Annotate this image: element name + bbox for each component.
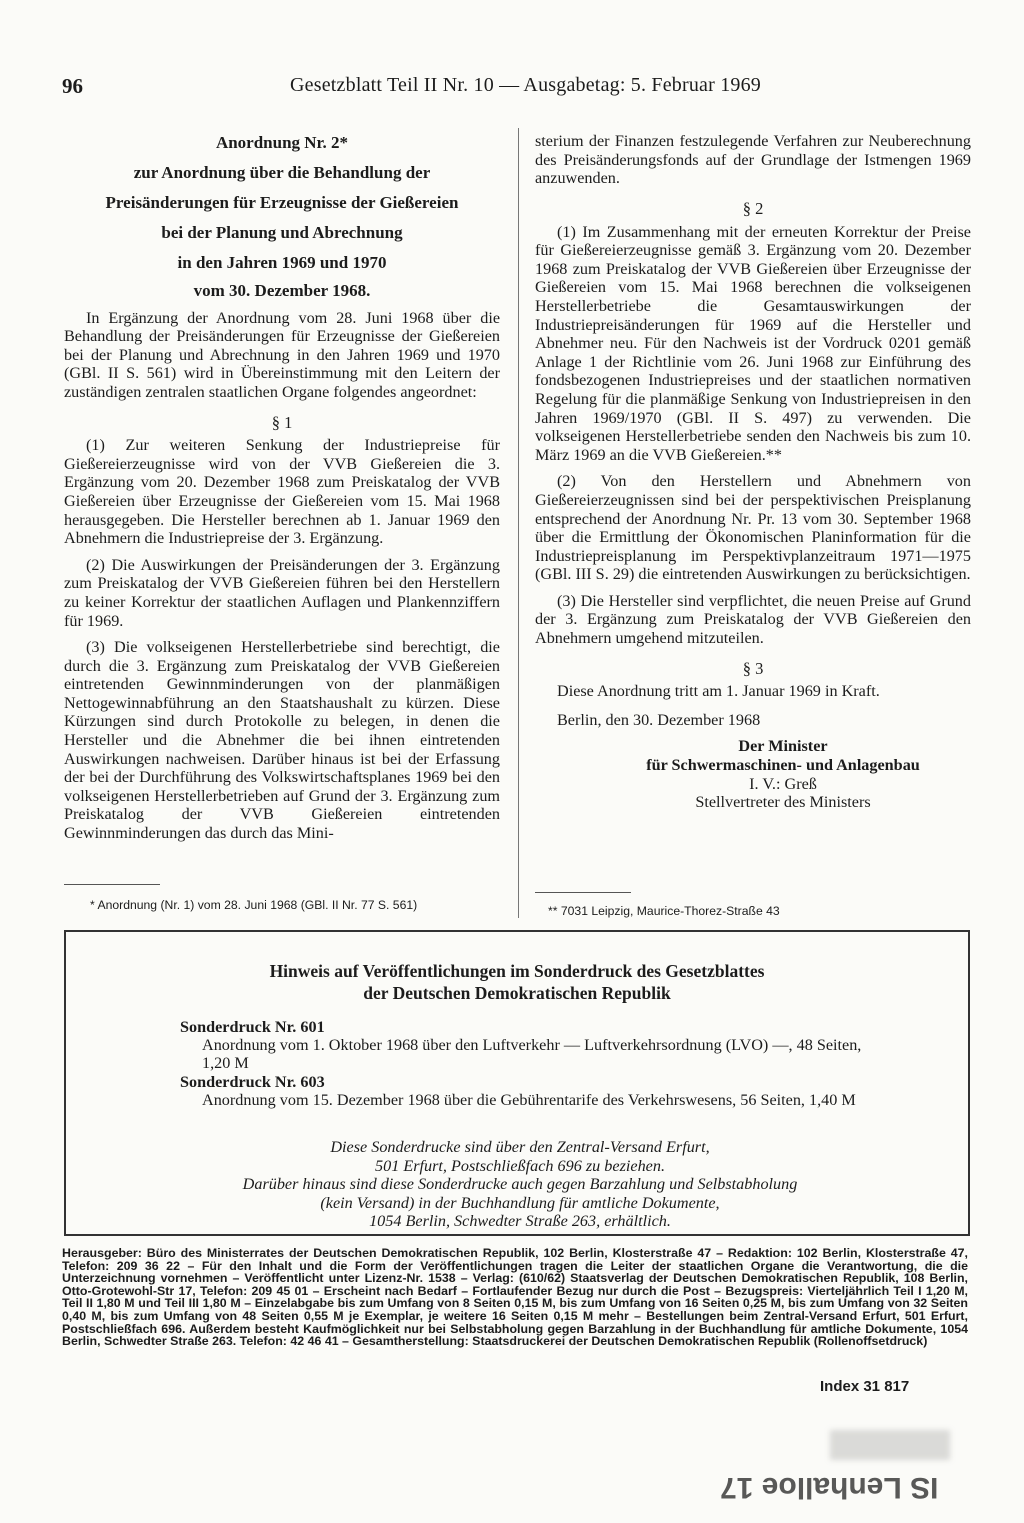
section-1-paragraph-3-continued: sterium der Finanzen festzulegende Verfahren zur Neuberechnung des Preisänderungsfonds auf der Grundlage der Istmengen 1969 anzuwenden.: [535, 132, 971, 188]
special-print-601: [180, 1018, 870, 1072]
special-print-603: [180, 1073, 870, 1109]
special-print-603-heading: Sonderdruck Nr. 603: [180, 1073, 325, 1091]
signature-role: Stellvertreter des Ministers: [695, 793, 871, 812]
section-2-paragraph-1: (1) Im Zusammenhang mit der erneuten Korrektur der Preise für Gießereierzeugnisse gemäß 3. Ergänzung vom 20. Dezember 1968 zum Preiskatalog der VVB Gießereien über Erzeugnisse der Gießereien vom 15. Mai 1968 berechnen die volkseigenen Herstellerbetriebe die Gesamtauswirkungen der Industriepreisänderungen für 1969 auf die Hersteller und Abnehmer neu. Für den Nachweis ist der Vordruck 0201 gemäß Anlage 1 der Richtlinie vom 26. Juni 1968 zur Einführung des fondsbezogenen Industriepreises und der staatlichen normativen Regelung für die planmäßige Senkung von Industriepreisen in den Jahren 1969/1970 (GBl. II S. 497) zu verwenden. Die volkseigenen Herstellerbetriebe senden den Nachweis bis zum 10. März 1969 an die VVB Gießereien.**: [535, 222, 971, 464]
section-3-heading: § 3: [742, 658, 764, 678]
ordinance-intro: In Ergänzung der Anordnung vom 28. Juni 1968 über die Behandlung der Preisänderungen für Erzeugnisse der Gießereien bei der Planung und Abrechnung in den Jahren 1969 und 1970 (GBl. II S. 561) wird in Übereinstimmung mit den Leitern der zuständigen zentralen staatlichen Organe folgendes angeordnet:: [64, 308, 500, 401]
section-2-paragraph-2: (2) Von den Herstellern und Abnehmern von Gießereierzeugnissen sind bei der perspektivischen Preisplanung entsprechend der Anordnung Nr. Pr. 13 vom 30. September 1968 über die Ermittlung der Ökonomischen Planinformation für die Industriepreisplanung im Perspektivplanzeitraum 1971—1975 (GBl. III S. 29) die eintretenden Auswirkungen zu berücksichtigen.: [535, 472, 971, 584]
notice-line-3: Darüber hinaus sind diese Sonderdrucke auch gegen Barzahlung und Selbstabholung: [242, 1175, 798, 1193]
column-divider: [518, 128, 519, 918]
notice-line-2: 501 Erfurt, Postschließfach 696 zu beziehen.: [375, 1156, 665, 1175]
place-date: Berlin, den 30. Dezember 1968: [557, 710, 761, 729]
ordinance-title-2: zur Anordnung über die Behandlung der: [133, 163, 431, 182]
notice-line-1: Diese Sonderdrucke sind über den Zentral-Versand Erfurt,: [330, 1138, 710, 1156]
section-2-heading: § 2: [742, 199, 764, 218]
notice-line-5: 1054 Berlin, Schwedter Straße 263, erhältlich.: [369, 1212, 671, 1230]
page-header-title: Gesetzblatt Teil II Nr. 10 — Ausgabetag: 5. Februar 1969: [290, 74, 761, 96]
special-print-601-heading: Sonderdruck Nr. 601: [180, 1018, 325, 1036]
ordinance-title-5: in den Jahren 1969 und 1970: [177, 253, 387, 272]
ordinance-title-3: Preisänderungen für Erzeugnisse der Gießereien: [105, 193, 459, 212]
ordinance-date: vom 30. Dezember 1968.: [193, 281, 371, 300]
notice-ordering-info: [120, 1138, 920, 1231]
signature-ministry: für Schwermaschinen- und Anlagenbau: [646, 756, 920, 775]
stamp-smudge: [830, 1430, 950, 1460]
footnote-2: ** 7031 Leipzig, Maurice-Thorez-Straße 43: [548, 904, 780, 918]
library-stamp: IS Lenhalloe 17: [720, 1471, 939, 1504]
section-3-text: Diese Anordnung tritt am 1. Januar 1969 in Kraft.: [557, 682, 880, 701]
special-print-601-text: Anordnung vom 1. Oktober 1968 über den Luftverkehr — Luftverkehrsordnung (LVO) —, 48 Seiten, 1,20 M: [202, 1036, 862, 1072]
notice-title: [64, 960, 970, 1004]
page-number: 96: [62, 74, 83, 98]
footnote-rule-left: [64, 884, 160, 885]
section-1-paragraph-3: (3) Die volkseigenen Herstellerbetriebe sind berechtigt, die durch die 3. Ergänzung zum Preiskatalog der VVB Gießereien eintretenden Gewinnminderungen von der planmäßigen Nettogewinnabführung an den Staatshaushalt zu kürzen. Diese Kürzungen sind durch Protokolle zu belegen, in denen die Hersteller und die Abnehmer die bei ihnen eintretenden Auswirkungen nachweisen. Darüber hinaus ist bei der Erfassung der bei der Durchführung des Volkswirtschaftsplanes 1969 bei den volkseigenen Herstellerbetrieben auf Grund der 3. Ergänzung zum Preiskatalog der VVB Gießereien eintretenden Gewinnminderungen das durch das Mini-: [64, 638, 500, 843]
imprint: Herausgeber: Büro des Ministerrates der Deutschen Demokratischen Republik, 102 Berlin, Klosterstraße 47 – Redaktion: 102 Berlin, Klosterstraße 47, Telefon: 209 36 22 – Für den Inhalt und die Form der Veröffentlichungen tragen die Leiter der staatlichen Organe die Verantwortung, die die Unterzeichnung vornehmen – Veröffentlicht unter Lizenz-Nr. 1538 – Verlag: (610/62) Staatsverlag der Deutschen Demokratischen Republik, 108 Berlin, Otto-Grotewohl-Str 17, Telefon: 209 45 01 – Erscheint nach Bedarf – Fortlaufender Bezug nur durch die Post – Bezugspreis: Vierteljährlich Teil I 1,20 M, Teil II 1,80 M und Teil III 1,80 M – Einzelabgabe bis zum Umfang von 8 Seiten 0,15 M, bis zum Umfang von 16 Seiten 0,25 M, bis zum Umfang von 32 Seiten 0,40 M, bis zum Umfang von 48 Seiten 0,55 M je Exemplar, je weitere 16 Seiten 0,15 M mehr – Bestellungen beim Zentral-Versand Erfurt, 501 Erfurt, Postschließfach 696. Außerdem besteht Kaufmöglichkeit nur bei Selbstabholung gegen Barzahlung in der Buchhandlung für amtliche Dokumente, 1054 Berlin, Schwedter Straße 263. Telefon: 42 46 41 – Gesamtherstellung: Staatsdruckerei der Deutschen Demokratischen Republik (Rollenoffsetdruck): [62, 1246, 968, 1349]
footnote-rule-right: [535, 892, 631, 893]
ordinance-title-4: bei der Planung und Abrechnung: [161, 223, 403, 242]
index-number: Index 31 817: [820, 1378, 910, 1395]
signature-minister: Der Minister: [738, 737, 828, 756]
section-1-paragraph-1: (1) Zur weiteren Senkung der Industriepreise für Gießereierzeugnisse wird von der VVB Gießereien die 3. Ergänzung vom 20. Dezember 1968 zum Preiskatalog der VVB Gießereien über Erzeugnisse der Gießereien vom 15. Mai 1968 herausgegeben. Die Hersteller berechnen ab 1. Januar 1969 den Abnehmern die Industriepreise der 3. Ergänzung.: [64, 436, 500, 548]
special-print-603-text: Anordnung vom 15. Dezember 1968 über die Gebührentarife des Verkehrswesens, 56 Seiten, 1,40 M: [202, 1091, 856, 1109]
footnote-1: * Anordnung (Nr. 1) vom 28. Juni 1968 (GBl. II Nr. 77 S. 561): [90, 898, 418, 912]
notice-line-4: (kein Versand) in der Buchhandlung für amtliche Dokumente,: [320, 1193, 720, 1212]
notice-title-line-2: der Deutschen Demokratischen Republik: [363, 983, 671, 1003]
section-1-paragraph-2: (2) Die Auswirkungen der Preisänderungen der 3. Ergänzung zum Preiskatalog der VVB Gießereien führen bei den Herstellern zu keiner Korrektur der staatlichen Auflagen und Plankennziffern für 1969.: [64, 555, 500, 630]
ordinance-title-1: Anordnung Nr. 2*: [215, 133, 349, 152]
section-2-paragraph-3: (3) Die Hersteller sind verpflichtet, die neuen Preise auf Grund der 3. Ergänzung zum Preiskatalog der VVB Gießereien den Abnehmern umgehend mitzuteilen.: [535, 591, 971, 648]
section-1-heading: § 1: [271, 412, 293, 432]
notice-title-line-1: Hinweis auf Veröffentlichungen im Sonderdruck des Gesetzblattes: [269, 961, 765, 981]
right-column: [535, 132, 971, 812]
left-column: [64, 132, 500, 862]
signature-name: I. V.: Greß: [749, 774, 817, 793]
